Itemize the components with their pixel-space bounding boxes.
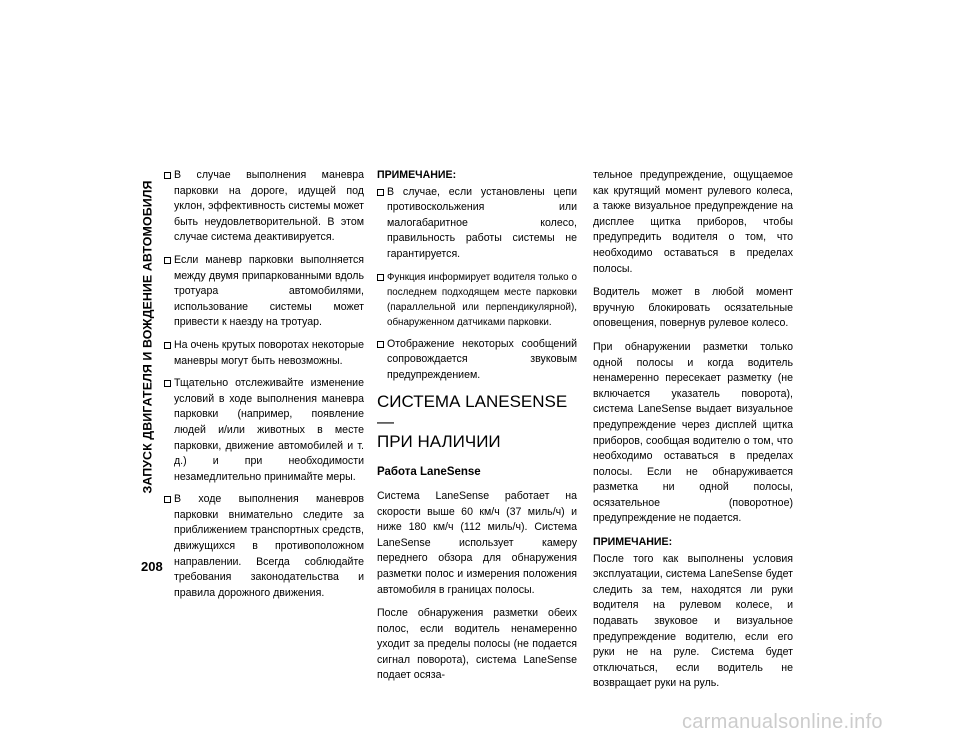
- paragraph: После обнаружения разметки обеих полос, если водитель ненамеренно уходит за пределы полосы (не подается сигнал поворота), система LaneSense подает осяза-: [377, 607, 577, 682]
- checkbox-bullet-icon: [377, 341, 384, 348]
- bullet-text: Если маневр парковки выполняется между двумя припаркованными вдоль тротуара автомобилями, использование системы может привести к наезду на тротуар.: [174, 253, 364, 329]
- note-heading: ПРИМЕЧАНИЕ:: [593, 536, 673, 549]
- checkbox-bullet-icon: [377, 274, 384, 281]
- bullet-item: [164, 338, 364, 369]
- paragraph: тельное предупреждение, ощущаемое как крутящий момент рулевого колеса, а также визуальное предупреждение на дисплее щитка приборов, чтобы предупредить водителя о том, что необходимо оставаться в пределах полосы.: [593, 169, 793, 275]
- bullet-text: В ходе выполнения маневров парковки внимательно следите за приближением транспортных средств, движущихся в противоположном направлении. Всегда соблюдайте требования законодательства и правила дорожного движения.: [174, 493, 364, 599]
- bullet-item: [164, 492, 364, 601]
- page-number: 208: [141, 559, 163, 574]
- bullet-text: В случае выполнения маневра парковки на дороге, идущей под уклон, эффективность системы может быть неудовлетворительной. В этом случае система деактивируется.: [174, 169, 364, 244]
- paragraph: При обнаружении разметки только одной полосы и когда водитель ненамеренно пересекает разметку (не включается указатель поворота), система LaneSense выдает визуальное предупреждение через дисплей щитка приборов, сообщая водителю о том, что необходимо оставаться в пределах полосы. Если не обнаруживается разметка ни одной полосы, осязательное (поворотное) предупреждение не подается.: [593, 340, 793, 525]
- checkbox-bullet-icon: [377, 189, 384, 196]
- section-title-line: ПРИ НАЛИЧИИ: [377, 432, 501, 452]
- checkbox-bullet-icon: [164, 380, 171, 387]
- note-heading: ПРИМЕЧАНИЕ:: [377, 169, 457, 181]
- paragraph: Водитель может в любой момент вручную блокировать осязательные оповещения, повернув рулевое колесо.: [593, 286, 793, 330]
- bullet-item: [164, 253, 364, 331]
- column-1: [164, 168, 364, 608]
- bullet-item: [377, 337, 577, 384]
- watermark: carmanualsonline.info: [682, 711, 883, 733]
- bullet-item: [164, 376, 364, 485]
- bullet-item: [377, 185, 577, 263]
- column-2: [377, 168, 577, 692]
- chapter-title: ЗАПУСК ДВИГАТЕЛЯ И ВОЖДЕНИЕ АВТОМОБИЛЯ: [141, 180, 155, 494]
- chapter-side-tab: [132, 160, 164, 514]
- subsection-title: Работа LaneSense: [377, 466, 481, 479]
- checkbox-bullet-icon: [164, 342, 171, 349]
- bullet-text: Функция информирует водителя только о последнем подходящем месте парковки (параллельной или перпендикулярной), обнаруженном датчиками парковки.: [387, 271, 577, 328]
- column-3: [593, 168, 793, 700]
- note-text: После того как выполнены условия эксплуатации, система LaneSense будет следить за тем, находятся ли руки водителя на рулевом колесе, и подавать звуковое и визуальное предупреждение водителю, если его руки не на руле. Система будет отключаться, если водитель не возвращает руки на руль.: [593, 552, 793, 690]
- checkbox-bullet-icon: [164, 257, 171, 264]
- paragraph: Система LaneSense работает на скорости выше 60 км/ч (37 миль/ч) и ниже 180 км/ч (112 миль/ч). Система LaneSense использует камеру переднего обзора для обнаружения разметки полос и измерения положения автомобиля в границах полосы.: [377, 489, 577, 596]
- bullet-text: Тщательно отслеживайте изменение условий в ходе выполнения маневра парковки (например, появление людей и/или животных в месте парковки, движение автомобилей и т. д.) и при необходимости незамедлительно принимайте меры.: [174, 377, 364, 483]
- section-title: [377, 392, 577, 452]
- bullet-item: [164, 168, 364, 246]
- bullet-text: В случае, если установлены цепи противоскольжения или малогабаритное колесо, правильность работы системы не гарантируется.: [387, 185, 577, 260]
- checkbox-bullet-icon: [164, 172, 171, 179]
- checkbox-bullet-icon: [164, 496, 171, 503]
- section-title-line: СИСТЕМА LANESENSE —: [377, 392, 568, 432]
- bullet-text: На очень крутых поворотах некоторые маневры могут быть невозможны.: [174, 338, 364, 367]
- bullet-item: [377, 270, 577, 330]
- bullet-text: Отображение некоторых сообщений сопровождается звуковым предупреждением.: [387, 337, 577, 381]
